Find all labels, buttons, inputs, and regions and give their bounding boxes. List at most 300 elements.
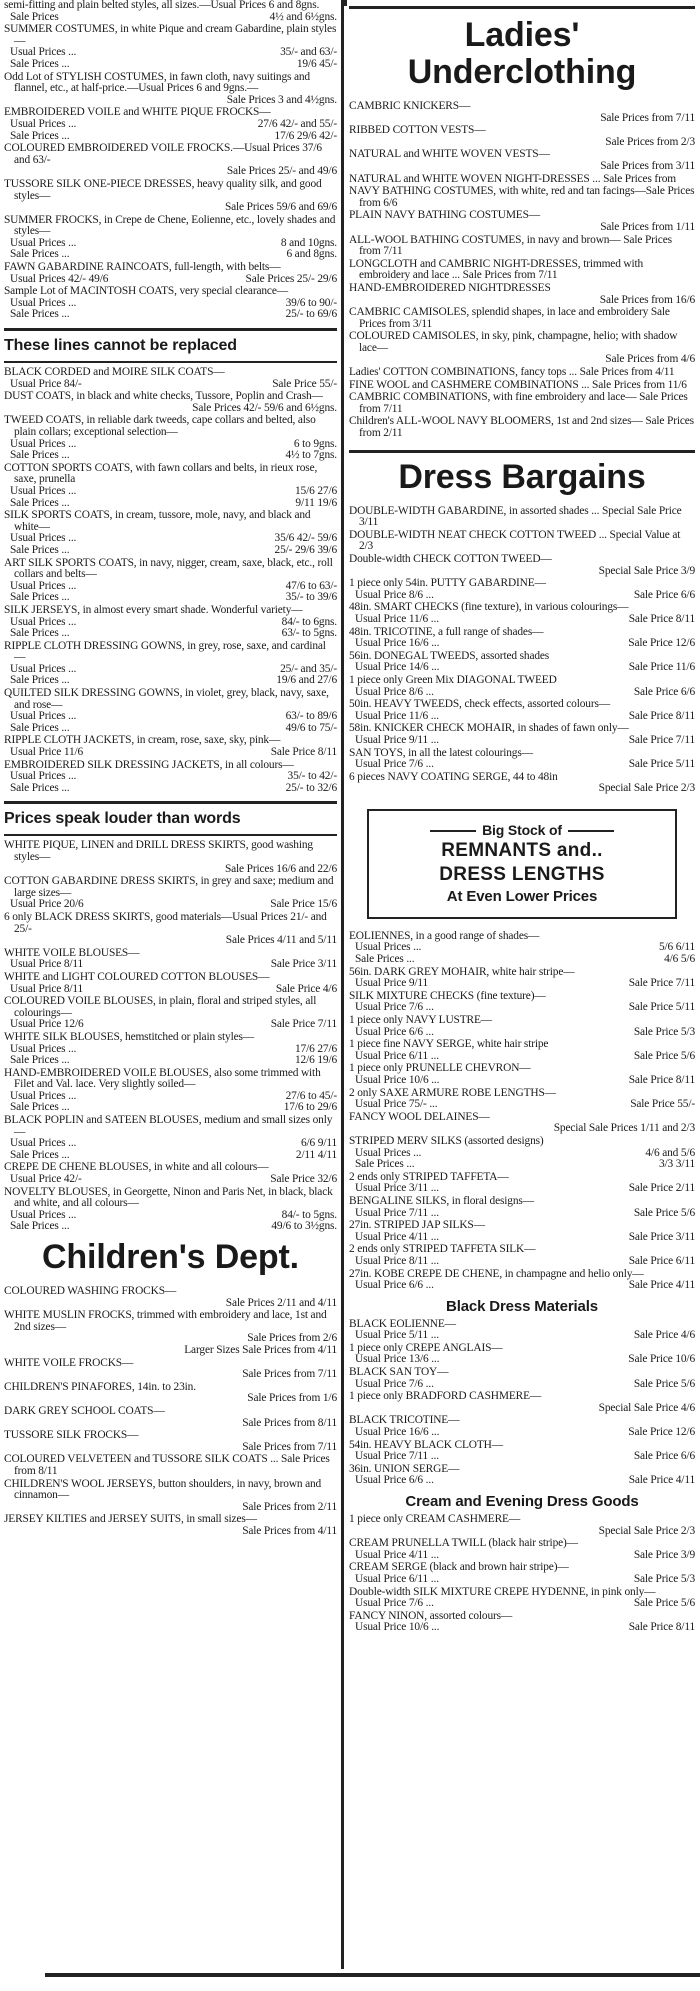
- price-value: 63/- to 5gns.: [281, 627, 337, 640]
- price-label: Usual Price 7/11 ...: [355, 1450, 439, 1463]
- list-item: [349, 307, 695, 330]
- item-title: TUSSORE SILK ONE-PIECE DRESSES, heavy quality silk, and good styles—: [4, 177, 322, 202]
- list-item: [349, 259, 695, 282]
- price-value: 35/- to 39/6: [285, 591, 337, 604]
- list-item: [349, 1319, 695, 1342]
- list-item: [4, 1430, 337, 1453]
- price-line: [349, 1159, 695, 1171]
- price-label: Sale Prices ...: [355, 1158, 415, 1171]
- price-line: Sale Prices from 1/11: [600, 220, 695, 233]
- price-label: Usual Price 13/6 ...: [355, 1353, 440, 1366]
- list-item: [4, 1382, 337, 1405]
- price-value: 25/- to 32/6: [285, 781, 337, 794]
- list-item: [349, 627, 695, 650]
- list-item: [4, 1454, 337, 1477]
- price-line: [4, 274, 337, 286]
- list-item: [4, 912, 337, 947]
- list-item: [4, 367, 337, 390]
- price-line: [349, 1330, 695, 1342]
- price-line: [4, 498, 337, 510]
- item-title: PLAIN NAVY BATHING COSTUMES—: [349, 209, 541, 222]
- list-item: [349, 1015, 695, 1038]
- item-title: TUSSORE SILK FROCKS—: [4, 1429, 139, 1442]
- list-item: [349, 392, 695, 415]
- item-title: 48in. TRICOTINE, a full range of shades—: [349, 625, 544, 638]
- item-title: ALL-WOOL BATHING COSTUMES, in navy and brown— Sale Prices from 7/11: [349, 233, 672, 258]
- price-label: Usual Price 9/11 ...: [355, 733, 439, 746]
- item-title: BLACK SAN TOY—: [349, 1366, 449, 1379]
- price-value: 3/3 3/11: [658, 1158, 695, 1171]
- prices-speak-items: [4, 840, 337, 1233]
- remnants-line2: REMNANTS and..: [441, 839, 603, 861]
- item-title: Ladies' COTTON COMBINATIONS, fancy tops ... Sale Prices from 4/11: [349, 366, 675, 379]
- price-label: Usual Prices ...: [10, 484, 77, 497]
- price-label: Usual Prices ...: [355, 941, 422, 954]
- item-title: FANCY WOOL DELAINES—: [349, 1110, 490, 1123]
- list-item: [349, 1220, 695, 1243]
- price-line: [349, 1451, 695, 1463]
- price-label: Usual Price 5/11 ...: [355, 1329, 439, 1342]
- black-items: [349, 1319, 695, 1487]
- price-label: Sale Prices ...: [355, 953, 415, 966]
- price-label: Usual Prices ...: [10, 1089, 77, 1102]
- item-title: 2 ends only STRIPED TAFFETA SILK—: [349, 1243, 536, 1256]
- price-line: [349, 1099, 695, 1111]
- price-line: Sale Prices from 2/6: [247, 1332, 337, 1345]
- price-line: [4, 984, 337, 996]
- price-value: 63/- to 89/6: [285, 710, 337, 723]
- price-label: Usual Price 16/6 ...: [355, 1426, 440, 1439]
- list-item: [349, 530, 695, 553]
- list-item: [4, 107, 337, 142]
- price-line: [4, 723, 337, 735]
- item-title: 1 piece only NAVY LUSTRE—: [349, 1014, 493, 1027]
- list-item: [4, 72, 337, 107]
- item-title: CREAM PRUNELLA TWILL (black hair stripe)—: [349, 1537, 578, 1550]
- price-line: Sale Prices from 4/11: [242, 1524, 337, 1537]
- list-item: [349, 1538, 695, 1561]
- item-title: COTTON GABARDINE DRESS SKIRTS, in grey and saxe; medium and large sizes—: [4, 875, 334, 899]
- price-value: Sale Price 6/6: [633, 588, 695, 601]
- item-title: FANCY NINON, assorted colours—: [349, 1609, 513, 1622]
- list-item: [4, 215, 337, 261]
- price-value: Sale Price 5/6: [633, 1206, 695, 1219]
- price-value: 25/- 29/6 39/6: [274, 543, 337, 556]
- price-label: Usual Price 7/6 ...: [355, 1377, 434, 1390]
- price-label: Sale Prices ...: [10, 721, 70, 734]
- item-title: SILK SPORTS COATS, in cream, tussore, mole, navy, and black and white—: [4, 509, 311, 533]
- price-label: Usual Price 6/6 ...: [355, 1279, 434, 1292]
- price-value: 17/6 to 29/6: [283, 1101, 337, 1114]
- price-value: Sale Price 2/11: [628, 1182, 695, 1195]
- item-title: 1 piece only CREAM CASHMERE—: [349, 1513, 521, 1525]
- price-value: 9/11 19/6: [295, 496, 337, 509]
- price-label: Usual Prices ...: [10, 710, 77, 723]
- item-title: CAMBRIC CAMISOLES, splendid shapes, in lace and embroidery Sale Prices from 3/11: [349, 306, 670, 330]
- price-line: [349, 590, 695, 602]
- price-label: Usual Prices ...: [10, 437, 77, 450]
- list-item: [4, 972, 337, 995]
- list-item: [4, 641, 337, 687]
- price-label: Usual Prices ...: [10, 117, 77, 130]
- price-line: [349, 711, 695, 723]
- price-line: [4, 131, 337, 143]
- price-label: Sale Prices ...: [10, 1148, 70, 1161]
- ladies-underclothing-heading: [349, 6, 695, 91]
- item-title: BLACK POPLIN and SATEEN BLOUSES, medium and small sizes only—: [4, 1114, 333, 1138]
- price-line: Sale Prices from 3/11: [600, 159, 695, 172]
- rule-right: [568, 830, 614, 832]
- section-heading-not-replaced: These lines cannot be replaced: [4, 328, 337, 363]
- price-line: Sale Prices from 7/11: [242, 1368, 337, 1381]
- list-item: [349, 1172, 695, 1195]
- price-value: Sale Price 5/6: [633, 1049, 695, 1062]
- ladies-heading-line2: Underclothing: [407, 53, 637, 91]
- list-item: [349, 1562, 695, 1585]
- price-label: Sale Prices: [10, 10, 59, 23]
- item-title: Sample Lot of MACINTOSH COATS, very special clearance—: [4, 285, 288, 298]
- price-value: Sale Price 5/6: [633, 1597, 695, 1610]
- list-item: [4, 1162, 337, 1185]
- price-label: Sale Prices ...: [10, 591, 70, 604]
- list-item: [349, 1391, 695, 1414]
- list-item: [4, 1187, 337, 1233]
- price-label: Usual Price 11/6 ...: [355, 709, 439, 722]
- price-value: 4½ and 6½gns.: [269, 10, 337, 23]
- price-label: Sale Prices ...: [10, 57, 70, 70]
- price-value: Sale Price 8/11: [628, 612, 695, 625]
- price-line: [4, 12, 337, 24]
- price-label: Sale Prices ...: [10, 449, 70, 462]
- price-value: 39/6 to 90/-: [285, 296, 337, 309]
- price-line: Special Sale Prices 1/11 and 2/3: [553, 1122, 695, 1135]
- price-value: Sale Price 8/11: [270, 746, 337, 759]
- list-item: [349, 1514, 695, 1537]
- item-title: WHITE PIQUE, LINEN and DRILL DRESS SKIRTS, good washing styles—: [4, 839, 313, 863]
- list-item: [4, 948, 337, 971]
- item-title: CHILDREN'S WOOL JERSEYS, button shoulders, in navy, brown and cinnamon—: [4, 1477, 322, 1502]
- price-line: [4, 628, 337, 640]
- price-label: Usual Price 11/6: [10, 746, 84, 759]
- list-item: [349, 1088, 695, 1111]
- list-item: [349, 699, 695, 722]
- item-title: WHITE VOILE FROCKS—: [4, 1356, 134, 1369]
- right-column: [349, 0, 695, 1969]
- list-item: [349, 748, 695, 771]
- price-line: Sale Prices from 2/3: [605, 135, 695, 148]
- price-line: [349, 638, 695, 650]
- cream-evening-heading: Cream and Evening Dress Goods: [405, 1493, 639, 1510]
- item-title: 58in. KNICKER CHECK MOHAIR, in shades of fawn only—: [349, 722, 629, 735]
- price-value: Sale Price 4/6: [275, 982, 337, 995]
- list-item: [349, 1440, 695, 1463]
- price-line: [349, 1027, 695, 1039]
- price-line: [4, 1221, 337, 1233]
- price-value: 84/- to 6gns.: [281, 615, 337, 628]
- list-item: [349, 283, 695, 306]
- item-title: 1 piece only Green Mix DIAGONAL TWEED: [349, 673, 557, 686]
- price-line: Sale Prices from 7/11: [242, 1440, 337, 1453]
- item-title: 6 pieces NAVY COATING SERGE, 44 to 48in: [349, 770, 558, 783]
- item-title: Double-width SILK MIXTURE CREPE HYDENNE, in pink only—: [349, 1585, 656, 1598]
- price-label: Usual Price 4/11 ...: [355, 1548, 439, 1561]
- price-value: Sale Price 6/6: [633, 1450, 695, 1463]
- price-value: 17/6 27/6: [295, 1042, 337, 1055]
- list-item: [4, 876, 337, 911]
- price-line: [4, 309, 337, 321]
- price-line: Sale Prices 42/- 59/6 and 6½gns.: [192, 401, 337, 414]
- price-line: Special Sale Price 2/3: [598, 782, 695, 795]
- item-title: 27in. KOBE CREPE DE CHENE, in champagne and helio only—: [349, 1267, 644, 1280]
- price-line: [4, 1055, 337, 1067]
- price-value: Sale Price 5/3: [633, 1572, 695, 1585]
- price-value: Sale Price 12/6: [628, 637, 695, 650]
- list-item: [349, 723, 695, 746]
- price-label: Sale Prices ...: [10, 248, 70, 261]
- price-line: [349, 978, 695, 990]
- price-value: Sale Price 8/11: [628, 1621, 695, 1634]
- price-line: Sale Prices from 8/11: [242, 1416, 337, 1429]
- list-item: [4, 24, 337, 70]
- item-title: semi-fitting and plain belted styles, all sizes.—Usual Prices 6 and 8gns.: [4, 0, 320, 11]
- price-label: Usual Price 8/11: [10, 982, 84, 995]
- remnant-items: [349, 931, 695, 1292]
- dress-bargains-section: [349, 450, 695, 496]
- list-item: [4, 558, 337, 604]
- price-value: Sale Price 5/11: [628, 1001, 695, 1014]
- price-line: [349, 759, 695, 771]
- price-label: Usual Prices ...: [10, 615, 77, 628]
- price-label: Sale Prices ...: [10, 1054, 70, 1067]
- black-dress-heading: Black Dress Materials: [446, 1297, 598, 1315]
- remnants-line1: [375, 821, 669, 839]
- list-item: [4, 510, 337, 556]
- price-label: Usual Price 9/11: [355, 977, 429, 990]
- item-title: NATURAL and WHITE WOVEN NIGHT-DRESSES ... Sale Prices from: [349, 172, 676, 185]
- price-value: 6 and 8gns.: [286, 248, 337, 261]
- price-value: 49/6 to 3½gns.: [271, 1220, 337, 1233]
- price-label: Usual Price 4/11 ...: [355, 1230, 439, 1243]
- list-item: [349, 1343, 695, 1366]
- price-value: Sale Price 4/11: [628, 1474, 695, 1487]
- item-title: 1 piece only CREPE ANGLAIS—: [349, 1341, 503, 1354]
- price-label: Usual Prices ...: [10, 46, 77, 59]
- item-title: SUMMER FROCKS, in Crepe de Chene, Eolienne, etc., lovely shades and styles—: [4, 213, 336, 238]
- price-value: Sale Price 5/11: [628, 758, 695, 771]
- item-title: DARK GREY SCHOOL COATS—: [4, 1404, 165, 1417]
- price-line: [349, 1280, 695, 1292]
- price-label: Usual Price 10/6 ...: [355, 1074, 440, 1086]
- price-line: [4, 249, 337, 261]
- list-item: [4, 735, 337, 758]
- item-title: 54in. HEAVY BLACK CLOTH—: [349, 1438, 503, 1451]
- item-title: 56in. DONEGAL TWEEDS, assorted shades: [349, 649, 550, 662]
- price-label: Sale Prices ...: [10, 627, 70, 640]
- price-value: Sale Price 5/3: [633, 1025, 695, 1038]
- price-value: Sale Price 3/9: [633, 1548, 695, 1561]
- item-title: 48in. SMART CHECKS (fine texture), in various colourings—: [349, 601, 629, 614]
- price-label: Sale Prices ...: [10, 781, 70, 794]
- price-line: [349, 1354, 695, 1366]
- price-line: Sale Prices from 7/11: [600, 111, 695, 124]
- price-line: Special Sale Price 3/9: [598, 564, 695, 577]
- item-title: WHITE and LIGHT COLOURED COTTON BLOUSES—: [4, 970, 270, 983]
- price-label: Sale Prices ...: [10, 129, 70, 142]
- item-title: Double-width CHECK COTTON TWEED—: [349, 553, 552, 565]
- item-title: 56in. DARK GREY MOHAIR, white hair stripe—: [349, 965, 575, 978]
- list-item: [349, 210, 695, 233]
- price-line: [349, 735, 695, 747]
- list-item: [4, 0, 337, 23]
- list-item: [349, 1269, 695, 1292]
- price-line: [349, 1002, 695, 1014]
- price-line: [4, 119, 337, 131]
- list-item: [4, 179, 337, 214]
- price-line: [349, 1051, 695, 1063]
- list-item: [4, 286, 337, 321]
- price-value: 84/- to 5gns.: [281, 1208, 337, 1221]
- price-value: 27/6 to 45/-: [285, 1089, 337, 1102]
- list-item: [349, 1464, 695, 1487]
- price-label: Usual Price 6/11 ...: [355, 1572, 439, 1585]
- price-label: Usual Price 10/6 ...: [355, 1621, 440, 1634]
- price-line: Sale Prices 59/6 and 69/6: [224, 201, 337, 214]
- item-title: NOVELTY BLOUSES, in Georgette, Ninon and Paris Net, in black, black and white, and all colours—: [4, 1185, 333, 1210]
- price-label: Usual Price 6/6 ...: [355, 1474, 434, 1487]
- list-item: [4, 1286, 337, 1309]
- item-title: DOUBLE-WIDTH NEAT CHECK COTTON TWEED ... Special Value at 2/3: [349, 528, 681, 553]
- price-label: Usual Prices ...: [10, 532, 77, 545]
- price-value: Sale Price 4/11: [628, 1279, 695, 1292]
- price-line: Sale Prices from 16/6: [599, 293, 695, 306]
- price-label: Usual Prices ...: [10, 296, 77, 309]
- price-value: 4/6 5/6: [664, 953, 695, 966]
- price-line: Larger Sizes Sale Prices from 4/11: [184, 1343, 337, 1356]
- price-value: Sale Price 3/11: [270, 958, 337, 971]
- price-value: 8 and 10gns.: [280, 236, 337, 249]
- price-line: [349, 1550, 695, 1562]
- price-label: Usual Price 75/- ...: [355, 1098, 438, 1111]
- price-value: Sale Price 6/6: [633, 685, 695, 698]
- price-value: Sale Price 8/11: [628, 709, 695, 722]
- list-item: [4, 605, 337, 640]
- list-item: [4, 143, 337, 178]
- list-item: [349, 1039, 695, 1062]
- price-line: [4, 1150, 337, 1162]
- list-item: [349, 125, 695, 148]
- price-label: Sale Prices ...: [10, 1101, 70, 1114]
- price-value: 6 to 9gns.: [293, 437, 337, 450]
- item-title: Children's ALL-WOOL NAVY BLOOMERS, 1st and 2nd sizes— Sale Prices from 2/11: [349, 415, 694, 440]
- price-line: [4, 545, 337, 557]
- price-value: Sale Price 55/-: [272, 377, 337, 390]
- price-value: Sale Price 11/6: [628, 661, 695, 674]
- price-line: [4, 675, 337, 687]
- remnants-line4: At Even Lower Prices: [446, 887, 598, 905]
- item-title: CAMBRIC COMBINATIONS, with fine embroidery and lace— Sale Prices from 7/11: [349, 391, 688, 415]
- list-item: [349, 149, 695, 172]
- bottom-rule: [45, 1973, 700, 1977]
- price-label: Usual Price 8/11: [10, 958, 84, 971]
- price-value: 25/- to 69/6: [285, 308, 337, 321]
- price-value: 4/6 and 5/6: [645, 1146, 695, 1159]
- item-title: DOUBLE-WIDTH GABARDINE, in assorted shades ... Special Sale Price 3/11: [349, 504, 682, 529]
- price-value: Sale Price 7/11: [628, 977, 695, 990]
- list-item: [349, 1415, 695, 1438]
- item-title: RIBBED COTTON VESTS—: [349, 124, 486, 137]
- item-title: COTTON SPORTS COATS, with fawn collars and belts, in rieux rose, saxe, prunella: [4, 461, 318, 486]
- item-title: ART SILK SPORTS COATS, in navy, nigger, cream, saxe, black, etc., roll collars and belts—: [4, 556, 333, 581]
- price-line: [349, 687, 695, 699]
- list-item: [349, 578, 695, 601]
- list-item: [4, 1310, 337, 1356]
- list-item: [349, 174, 695, 186]
- list-item: [4, 1479, 337, 1514]
- dress-bargains-heading: Dress Bargains: [398, 457, 646, 496]
- remnants-box: [367, 809, 677, 919]
- item-title: BLACK TRICOTINE—: [349, 1414, 460, 1427]
- list-item: [4, 1115, 337, 1161]
- item-title: FAWN GABARDINE RAINCOATS, full-length, with belts—: [4, 261, 281, 274]
- price-value: 25/- and 35/-: [280, 662, 337, 675]
- item-title: SILK JERSEYS, in almost every smart shade. Wonderful variety—: [4, 603, 303, 616]
- price-label: Usual Price 3/11 ...: [355, 1182, 439, 1195]
- price-line: [349, 614, 695, 626]
- price-value: Sale Price 5/6: [633, 1377, 695, 1390]
- price-label: Sale Prices ...: [10, 496, 70, 509]
- item-title: 2 ends only STRIPED TAFFETA—: [349, 1170, 509, 1183]
- remnants-line1-text: Big Stock of: [482, 821, 562, 838]
- item-title: 1 piece only 54in. PUTTY GABARDINE—: [349, 577, 546, 590]
- item-title: QUILTED SILK DRESSING GOWNS, in violet, grey, black, navy, saxe, and rose—: [4, 687, 329, 711]
- section-heading-prices-speak: Prices speak louder than words: [4, 801, 337, 836]
- list-item: [349, 1244, 695, 1267]
- price-label: Usual Prices ...: [10, 1042, 77, 1055]
- price-line: Special Sale Price 4/6: [598, 1401, 695, 1414]
- price-line: [4, 59, 337, 71]
- item-title: NATURAL and WHITE WOVEN VESTS—: [349, 148, 550, 161]
- item-title: WHITE SILK BLOUSES, hemstitched or plain styles—: [4, 1030, 255, 1043]
- list-item: [4, 1068, 337, 1114]
- list-item: [349, 506, 695, 529]
- list-item: [349, 991, 695, 1014]
- price-line: [4, 486, 337, 498]
- price-value: Sale Price 55/-: [630, 1098, 695, 1111]
- price-value: 49/6 to 75/-: [285, 721, 337, 734]
- price-value: Sale Price 4/6: [633, 1329, 695, 1342]
- left-top-items: [4, 0, 337, 321]
- item-title: COLOURED VOILE BLOUSES, in plain, floral and striped styles, all colourings—: [4, 995, 317, 1019]
- price-line: Sale Prices from 4/6: [605, 353, 695, 366]
- price-label: Usual Price 42/-: [10, 1173, 82, 1186]
- price-value: 19/6 45/-: [296, 57, 337, 70]
- price-value: 47/6 to 63/-: [285, 579, 337, 592]
- price-label: Usual Price 7/6 ...: [355, 758, 434, 771]
- list-item: [4, 996, 337, 1031]
- item-title: TWEED COATS, in reliable dark tweeds, cape collars and belted, also plain collars; exceptional selection—: [4, 414, 316, 438]
- list-item: [349, 1112, 695, 1135]
- price-line: [4, 1174, 337, 1186]
- price-value: 4½ to 7gns.: [285, 449, 337, 462]
- list-item: [349, 931, 695, 966]
- ladies-items: [349, 101, 695, 440]
- price-value: Sale Price 6/11: [628, 1254, 695, 1267]
- list-item: [349, 651, 695, 674]
- price-label: Sale Prices ...: [10, 1220, 70, 1233]
- list-item: [349, 1611, 695, 1634]
- item-title: EMBROIDERED SILK DRESSING JACKETS, in all colours—: [4, 758, 294, 771]
- price-label: Usual Prices ...: [10, 579, 77, 592]
